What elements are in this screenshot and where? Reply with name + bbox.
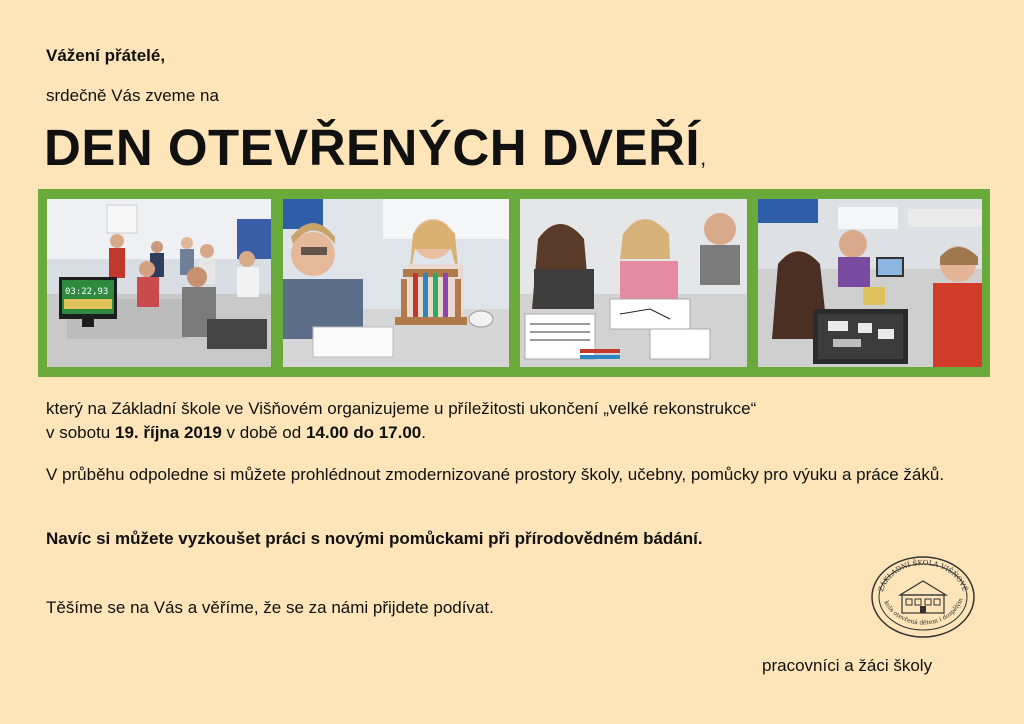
line2-middle: v době od <box>221 423 306 442</box>
event-date: 19. října 2019 <box>115 423 222 442</box>
paragraph1-line2 <box>46 421 982 445</box>
invite-line: srdečně Vás zveme na <box>46 86 219 105</box>
closing-line: Těšíme se na Vás a věříme, že se za námi přijdete podívat. <box>46 598 494 617</box>
timer-display-text: 03:22,93 <box>65 287 109 297</box>
school-building-icon <box>900 581 946 613</box>
stamp-top-text: ZÁKLADNÍ ŠKOLA VIŠŇOVÉ <box>877 558 969 593</box>
paragraph2: V průběhu odpoledne si můžete prohlédnout zmodernizované prostory školy, učebny, pomůcky pro výuku a práce žáků. <box>46 465 945 484</box>
line2-end: . <box>421 423 426 442</box>
paragraph1-line1: který na Základní škole ve Višňovém organizujeme u příležitosti ukončení „velké rekonstrukce“ <box>46 399 757 418</box>
event-time: 14.00 do 17.00 <box>305 423 422 442</box>
headline <box>44 118 707 177</box>
photo-worksheets <box>520 199 747 367</box>
stamp-bottom-text: kola otevřená dětem i dospělým <box>882 597 965 627</box>
headline-text: DEN OTEVŘENÝCH DVEŘÍ <box>44 119 701 176</box>
photo-classroom-timer <box>47 199 271 367</box>
line2-prefix: v sobotu <box>46 423 115 442</box>
photo-measurement-kit <box>758 199 982 367</box>
paragraph3: Navíc si můžete vyzkoušet práci s novými pomůckami při přírodovědném bádání. <box>46 529 703 548</box>
svg-text:ZÁKLADNÍ ŠKOLA VIŠŇOVÉ <box>877 558 970 592</box>
greeting: Vážení přátelé, <box>46 46 166 65</box>
signature: pracovníci a žáci školy <box>762 656 933 675</box>
school-stamp <box>870 555 976 639</box>
headline-comma: , <box>700 145 707 170</box>
photo-strip <box>38 189 990 377</box>
photo-test-tubes <box>283 199 509 367</box>
